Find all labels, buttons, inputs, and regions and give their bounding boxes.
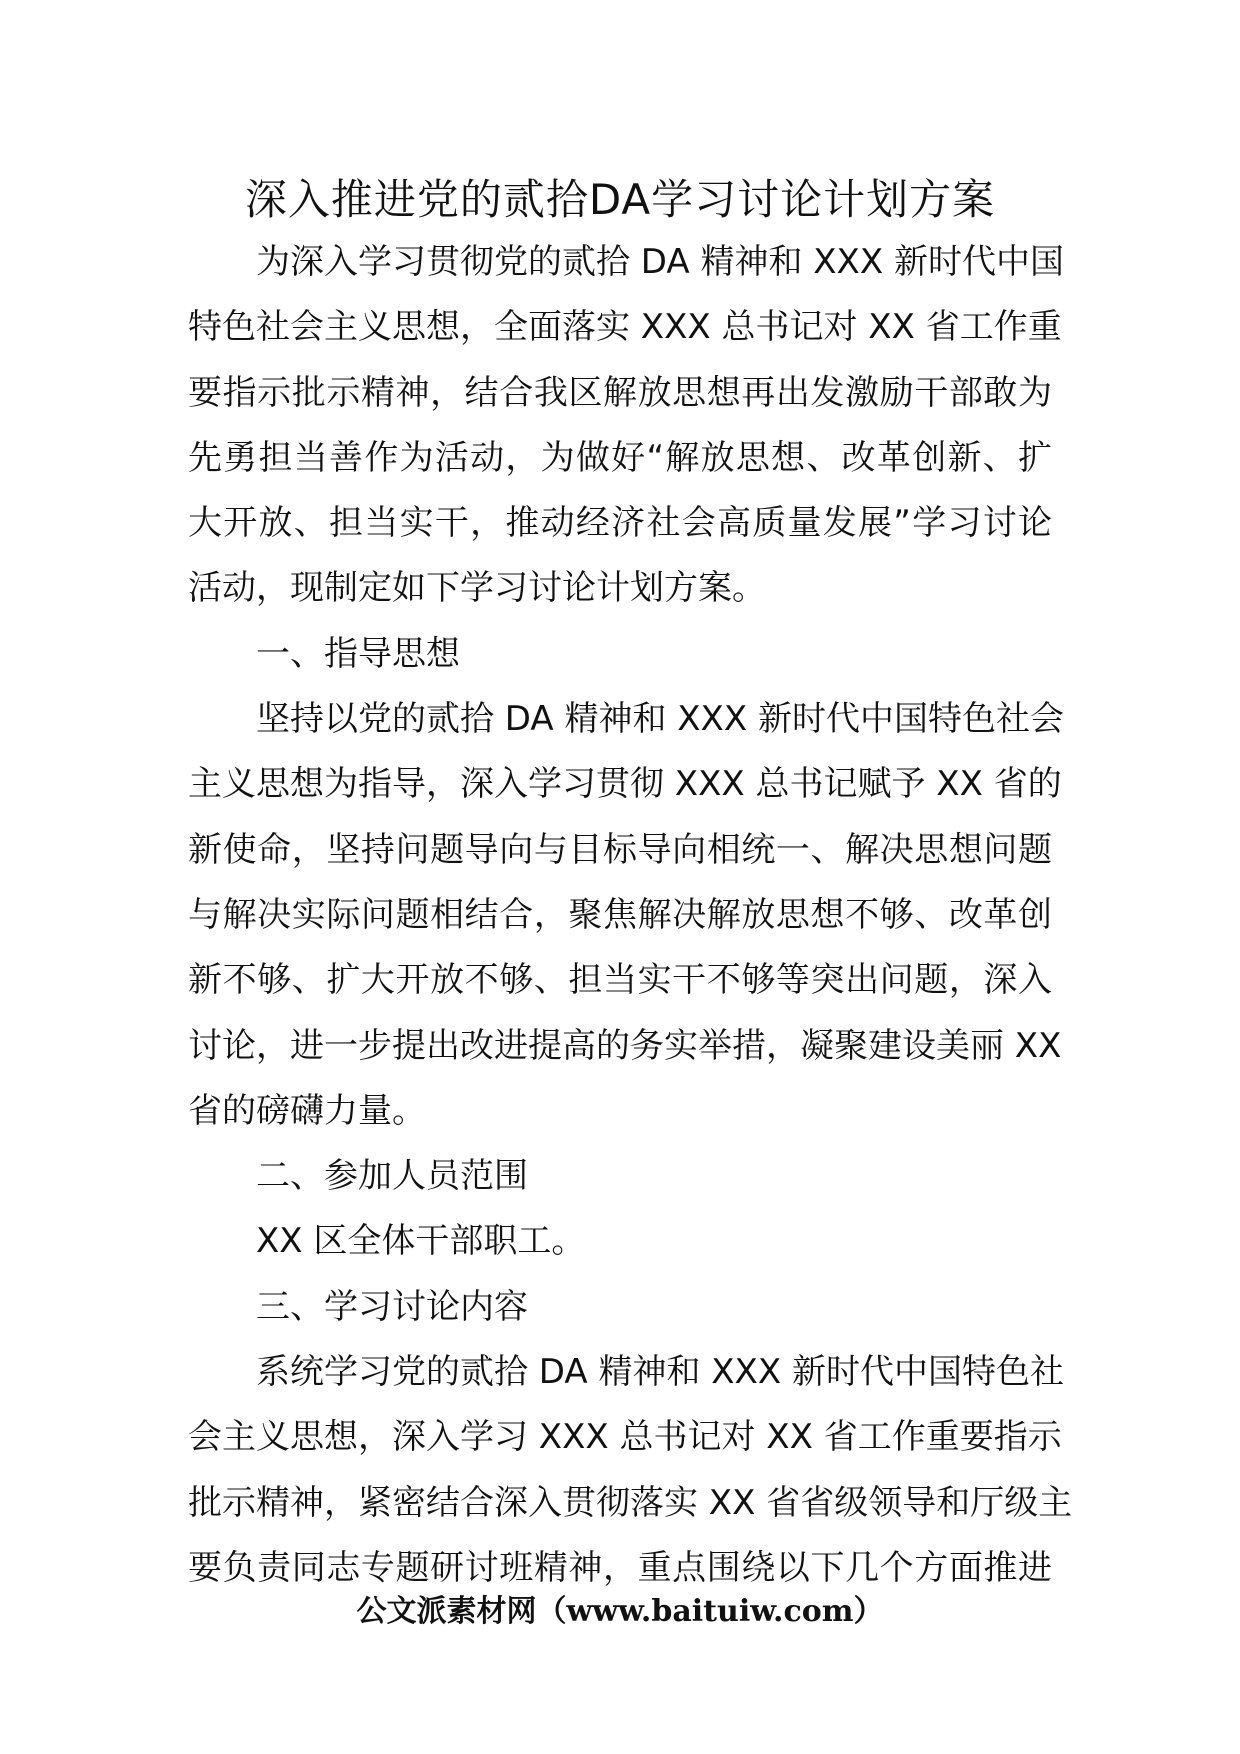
footer-source: 公文派素材网（www.baituiw.com） [356,1594,884,1629]
paragraph-line: 活动，现制定如下学习讨论计划方案。 [188,568,766,609]
document-body [188,230,1073,1601]
paragraph-line: 与解决实际问题相结合，聚焦解决解放思想不够、改革创 [188,894,1052,935]
paragraph-line: 批示精神，紧密结合深入贯彻落实 XX 省省级领导和厅级主 [188,1482,1073,1523]
paragraph-line: 主义思想为指导，深入学习贯彻 XXX 总书记赋予 XX 省的 [188,764,1062,805]
paragraph-line: 要指示批示精神，结合我区解放思想再出发激励干部敢为 [188,372,1052,413]
paragraph-line: 讨论，进一步提出改进提高的务实举措，凝聚建设美丽 XX [188,1025,1062,1066]
paragraph-line: 为深入学习贯彻党的贰拾 DA 精神和 XXX 新时代中国 [256,242,1064,282]
paragraph-line: 系统学习党的贰拾 DA 精神和 XXX 新时代中国特色社 [256,1352,1064,1393]
paragraph-line: 大开放、担当实干，推动经济社会高质量发展”学习讨论 [188,503,1052,544]
paragraph-line: 要负责同志专题研讨班精神，重点围绕以下几个方面推进 [188,1547,1052,1588]
paragraph-line: 新使命，坚持问题导向与目标导向相统一、解决思想问题 [188,829,1052,870]
document-title: 深入推进党的贰拾DA学习讨论计划方案 [244,175,996,224]
paragraph-line: 新不够、扩大开放不够、担当实干不够等突出问题，深入 [188,960,1052,1001]
section-heading: 一、指导思想 [256,633,460,674]
section-heading: 三、学习讨论内容 [256,1286,528,1327]
paragraph-line: 省的磅礴力量。 [188,1090,426,1131]
paragraph-line: XX 区全体干部职工。 [256,1221,586,1262]
paragraph-line: 坚持以党的贰拾 DA 精神和 XXX 新时代中国特色社会 [256,699,1064,740]
paragraph-line: 特色社会主义思想，全面落实 XXX 总书记对 XX 省工作重 [188,307,1062,348]
paragraph-line: 会主义思想，深入学习 XXX 总书记对 XX 省工作重要指示 [188,1417,1062,1458]
section-heading: 二、参加人员范围 [256,1156,528,1197]
paragraph-line: 先勇担当善作为活动，为做好“解放思想、改革创新、扩 [188,437,1052,478]
